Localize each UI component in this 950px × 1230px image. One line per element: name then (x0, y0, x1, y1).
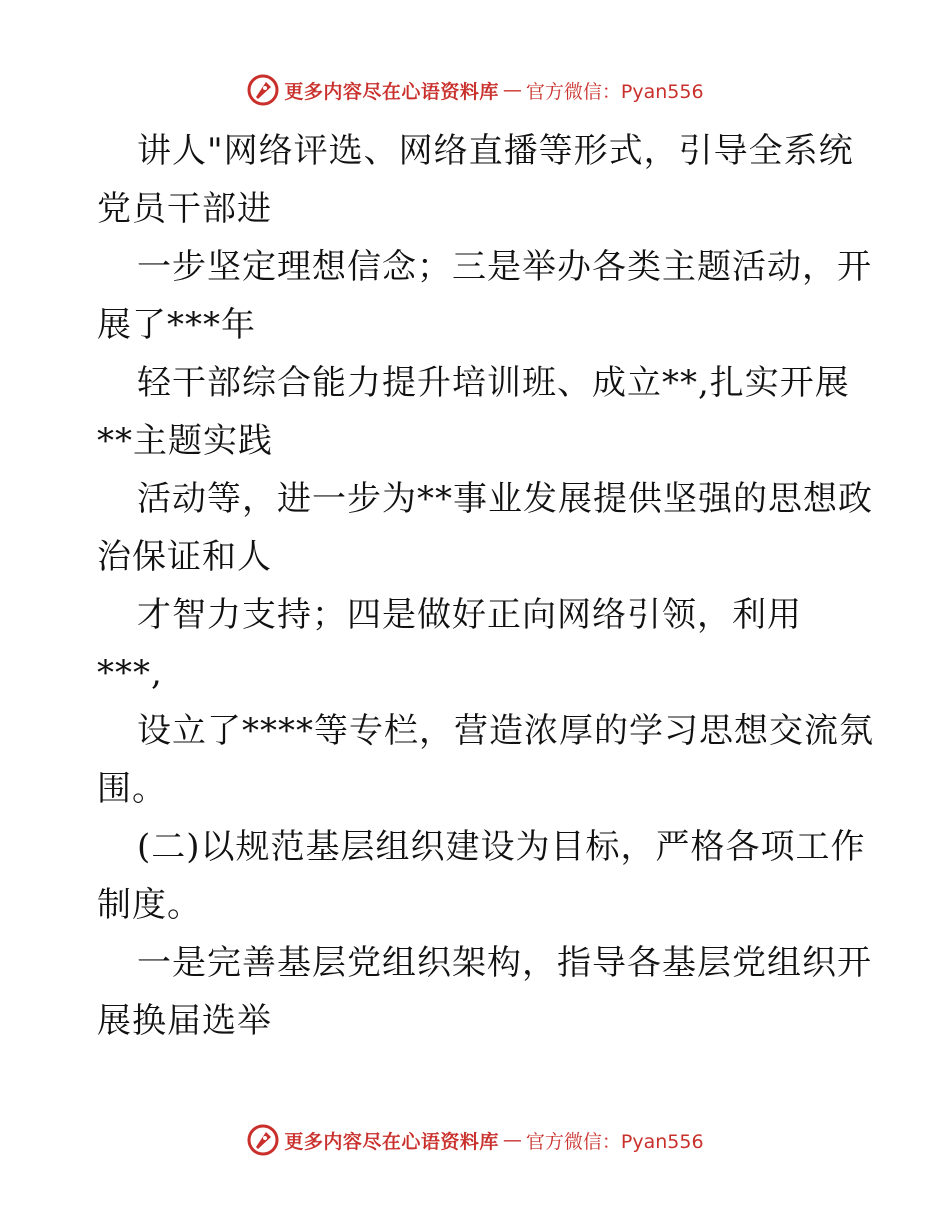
footer-banner (0, 1120, 950, 1160)
text-line: 党员干部进 (97, 189, 272, 229)
text-line: 讲人"网络评选、网络直播等形式，引导全系统 (137, 131, 854, 171)
text-line: 围。 (97, 769, 167, 809)
pen-nib-logo-icon (246, 73, 280, 107)
text-line: 制度。 (97, 885, 202, 925)
text-line: 展换届选举 (97, 1001, 272, 1041)
text-line: ***, (97, 653, 163, 693)
text-line: 活动等，进一步为**事业发展提供坚强的思想政 (137, 479, 873, 519)
header-separator: — (502, 79, 522, 101)
header-banner (0, 70, 950, 110)
text-line: **主题实践 (97, 421, 273, 461)
header-brand-text: 更多内容尽在心语资料库 (284, 80, 499, 103)
footer-contact-text: 官方微信：Pyan556 (525, 1130, 704, 1153)
footer-brand-text: 更多内容尽在心语资料库 (284, 1130, 499, 1153)
text-line: 一是完善基层党组织架构，指导各基层党组织开 (137, 943, 872, 983)
header-contact-text: 官方微信：Pyan556 (525, 80, 704, 103)
text-line: 一步坚定理想信念；三是举办各类主题活动，开 (137, 247, 872, 287)
text-line: 轻干部综合能力提升培训班、成立**,扎实开展 (137, 363, 850, 403)
text-line: 治保证和人 (97, 537, 272, 577)
pen-nib-logo-icon (246, 1123, 280, 1157)
text-line: 设立了****等专栏，营造浓厚的学习思想交流氛 (137, 711, 874, 751)
text-line: 才智力支持；四是做好正向网络引领，利用 (137, 595, 802, 635)
text-line: 展了***年 (97, 305, 256, 345)
footer-separator: — (502, 1129, 522, 1151)
text-line: (二)以规范基层组织建设为目标，严格各项工作 (137, 827, 866, 867)
document-body (97, 122, 874, 1050)
